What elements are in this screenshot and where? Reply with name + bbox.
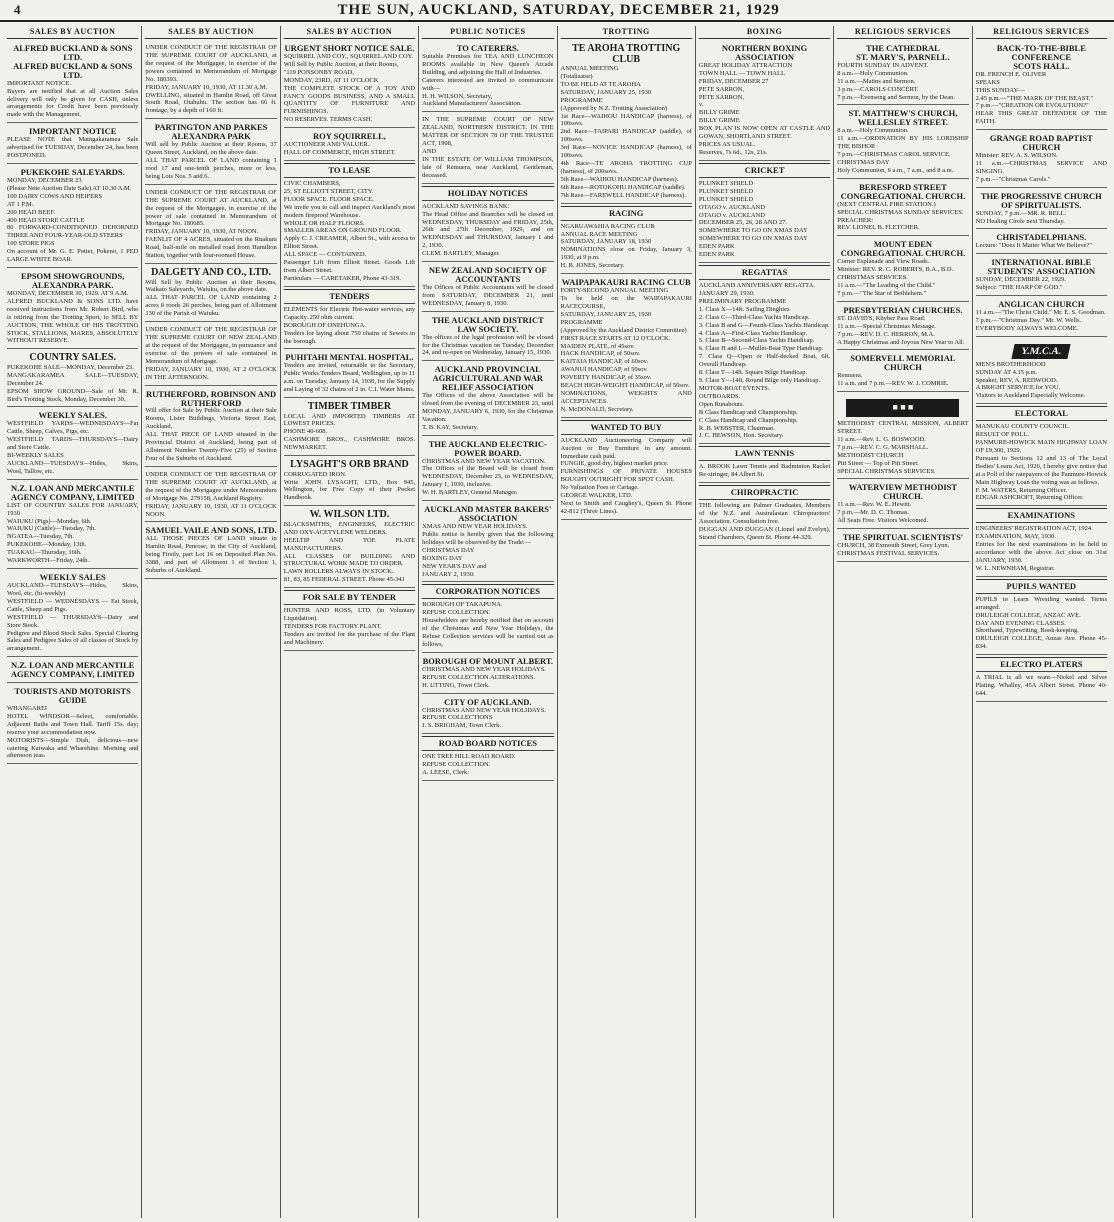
- ad-body-text: CHRISTMAS AND NEW YEAR VACATION. The Offices of the Board will be closed from WEDNESDAY, December 25, to WEDNESDAY, January 1, 1930, inclusive. W. H. BARTLEY, General Manager.: [422, 457, 554, 497]
- advertisement: [284, 590, 415, 651]
- ad-heading: THE AUCKLAND ELECTRIC-POWER BOARD.: [428, 438, 547, 458]
- section-rule: [976, 420, 1107, 421]
- advertisement: [699, 446, 830, 483]
- ad-body-text: ENGINEERS' REGISTRATION ACT, 1924. EXAMINATION, MAY, 1930. Entries for the next examinations to be held in accordance with the above Act close on 31st JANUARY, 1930. W. L. NEWNHAM, Registrar.: [975, 525, 1107, 572]
- ad-body-text: ANNUAL MEETING (Totalisator) TO BE HELD AT TE AROHA SATURDAY, JANUARY 25, 1930 PROGRAMME (Approved by N.Z. Trotting Association) 1st Race—WAIHOU HANDICAP (harness), of 100sovs. 2nd Race—TAIPARI HANDICAP (saddle), of 100sovs. 3rd Race—NOVICE HANDICAP (harness), of 100sovs. 4th Race—TE AROHA TROTTING CUP (harness), of 200sovs. 5th Race—WAIHOU HANDICAP (harness). 6th Race—ROTOKOHU HANDICAP (saddle). 7th Race—FAREWELL HANDICAP (harness).: [560, 65, 692, 199]
- ad-body-text: MONDAY, DECEMBER 23 (Please Note Auction Date Sale) AT 10.30 A.M. 100 DAIRY COWS AND HEIFERS AT 1 P.M. 200 HEAD BEEF. 400 HEAD STORE CATTLE 80 FORWARD-CONDITIONED DEHORNED THREE AND FOUR-YEAR-OLD STEERS 100 STORE PIGS On account of Mr. G. E. Potter, Pokeno, 1 PED LARGE WHITE BOAR.: [7, 176, 139, 264]
- section-rule: [422, 598, 553, 599]
- advertisement: [422, 503, 553, 582]
- ad-body-text: A TRIAL is all we want—Nickel and Silver Plating. Whalley, 45A Albert Street. Phone 40-644.: [975, 674, 1107, 697]
- column-heading: RELIGIOUS SERVICES: [976, 26, 1107, 39]
- ad-body-text: XMAS AND NEW YEAR HOLIDAYS. Public notice is hereby given that the following holidays will be observed by the Trade:— CHRISTMAS DAY BOXING DAY NEW YEAR'S DAY and JANUARY 2, 1930.: [422, 523, 554, 578]
- ad-heading: PUKEKOHE SALEYARDS.: [20, 166, 125, 177]
- section-rule: [976, 671, 1107, 672]
- ad-body-text: LIST OF COUNTRY SALES FOR JANUARY, 1930 WAIUKU (Pigs)—Monday, 6th. WAIUKU (Cattle)—Tuesday, 7th. NGATEA—Tuesday, 7th. PUKEKOHE—Monday, 13th. TUAKAU—Thursday, 16th. WARKWORTH—Friday, 24th.: [7, 501, 139, 565]
- ad-body-text: FORTY-SECOND ANNUAL MEETING To be held on the WAIPAPAKAURI RACECOURSE, SATURDAY, JANUARY 25, 1930 PROGRAMME (Approved by the Auckland District Committee) FIRST RACE STARTS AT 12 O'CLOCK. MAIDEN PLATE, of 45sov. HACK HANDICAP, of 50sov. KAITAIA HANDICAP, of 60sov. AWANUI HANDICAP, of 50sov. POVERTY HANDICAP, of 35sov. BEACH HIGH-WEIGHT HANDICAP, of 50sov. NOMINATIONS, WEIGHTS AND ACCEPTANCES. N. McDONALD, Secretary.: [560, 287, 692, 413]
- section-heading: RACING: [608, 207, 644, 218]
- ad-body-text: ELEMENTS for Electric Hot-water services, any Capacity. 250 ohm current. BOROUGH OF ONEHUNGA. Tenders for laying about 750 chains of Sewers in the borough.: [283, 305, 416, 345]
- advertisement: [422, 363, 553, 435]
- advertisement: [699, 42, 830, 161]
- ad-body-text: CORRUGATED IRON. Write JOHN LYSAGHT, LTD., Box 945, Wellington, for Free Copy of their Pocket Handbook.: [283, 470, 416, 502]
- ad-body-text: MEN'S BROTHERHOOD SUNDAY AT 4.15 p.m. Speaker, REV. A. REDWOOD. A BRIGHT SERVICE for YOU. Visitors to Auckland Especially Welcome.: [975, 360, 1086, 400]
- ad-body-text: UNDER CONDUCT OF THE REGISTRAR OF THE SUPREME COURT AT AUCKLAND, at the request of the Mortgagee, in exercise of the power of sale contained in Memorandum of Mortgage No. 180685. FRIDAY, JANUARY 10, 1930, AT NOON. FAENLIT OF 4 ACRES, situated on the Ruakura Road, half-mile on metalled road from Hamilton Station, together with four-roomed House.: [145, 188, 277, 260]
- section-rule: [422, 200, 553, 201]
- advertisement: [422, 438, 553, 501]
- ad-heading: BERESFORD STREET CONGREGATIONAL CHURCH.: [840, 181, 966, 201]
- ad-body-text: SQUIRREL AND COY., SQUIRREL AND COY. Will Sell by Public Auction, at their Rooms, "119 PONSONBY ROAD, MONDAY, 23RD, AT 11 O'CLOCK THE COMPLETE STOCK OF A TOY AND FANCY GOODS BUSINESS, AND A SMALL QUANTITY OF FURNITURE AND FURNISHINGS. NO RESERVES. TERMS CASH.: [283, 52, 416, 124]
- column-heading: SALES BY AUCTION: [145, 26, 276, 39]
- section-heading: CRICKET: [744, 164, 785, 175]
- ad-heading: IMPORTANT NOTICE: [28, 126, 117, 137]
- section-rule: [699, 279, 830, 280]
- ad-heading: SOMERVELL MEMORIAL CHURCH: [850, 353, 956, 373]
- ad-heading: PRESBYTERIAN CHURCHES.: [843, 304, 963, 315]
- section-heading: CORPORATION NOTICES: [435, 586, 541, 597]
- section-heading: ELECTRO PLATERS: [1000, 659, 1083, 670]
- ad-heading: THE CATHEDRAL: [866, 43, 940, 53]
- ad-heading: NORTHERN BOXING ASSOCIATION: [721, 43, 808, 62]
- ad-body-text: Suitable Premises for TEA AND LUNCHEON ROOMS available in New Queen's Arcade Building, and adjoining the Hall of Industries. Caterers interested are invited to communicate with— H. H. WILSON, Secretary, Auckland Manufacturers' Association.: [422, 52, 554, 108]
- ad-body-text: The offices of the legal profession will be closed for the Christmas vacation on Tuesday, December 24, and re-open on Wednesday, January 15, 1930.: [422, 333, 554, 357]
- column-heading: TROTTING: [561, 26, 692, 39]
- advertisement: [145, 42, 276, 119]
- column-8: [973, 26, 1110, 1218]
- ad-heading: THE PROGRESSIVE CHURCH OF SPIRITUALISTS.: [980, 190, 1102, 210]
- advertisement: [699, 163, 830, 263]
- advertisement: [145, 324, 276, 385]
- advertisement: [422, 584, 553, 652]
- ad-heading: WAIPAPAKAURI RACING CLUB: [561, 277, 691, 288]
- ad-heading: DALGETY AND CO., LTD.: [151, 267, 271, 279]
- ad-heading: BACK-TO-THE-BIBLE CONFERENCE: [996, 43, 1086, 62]
- section-heading: LAWN TENNIS: [734, 448, 795, 459]
- ad-body-text: Remuera. 11 a.m. and 7 p.m.—REV. W. J. COMRIE.: [837, 372, 949, 388]
- ad-body-text: PUKEKOHE SALE—MONDAY, December 23. MANGAKARAMEA SALE—TUESDAY, December 24. EPSOM SHOW GROUND—Sale of Mr. R. Bird's Trotting Stock, Monday, December 30.: [7, 363, 139, 403]
- ad-heading: ALEXANDRA PARK.: [31, 279, 114, 290]
- ad-body-text: GREAT HOLIDAY ATTRACTION TOWN HALL — TOWN HALL FRIDAY, DECEMBER 27 PETE SARRON, PETE SARRON, v. BILLY GRIME BILLY GRIME BOX PLAN IS NOW OPEN AT CASTLE AND GOWAN, SHORTLAND STREET. PRICES AS USUAL. Reserves, 7s 6d., 12s, 21s.: [698, 61, 831, 156]
- advertisement: [145, 121, 276, 184]
- section-heading: HOLIDAY NOTICES: [447, 187, 528, 198]
- advertisement: [7, 685, 138, 764]
- advertisement: [976, 231, 1107, 254]
- section-rule: [976, 593, 1107, 594]
- advertisement: [837, 304, 968, 351]
- ad-body-text: HUNTER AND ROSS, LTD. (in Voluntary Liquidation). TENDERS FOR FACTORY PLANT. Tenders are invited for the purchase of the Plant and Machinery.: [283, 607, 416, 646]
- ad-body-text: A. BROOK Lawn Tennis and Badminton Racket Re-stringer, 84 Albert St.: [698, 463, 831, 479]
- ad-body-text: Corner Esplanade and View Roads. Minister: REV. R. C. ROBERTS, B.A., B.D. CHRISTMAS SERVICES. 11 a.m.—"The Leading of the Child." 7 p.m.—"The Star of Bethlehem.": [837, 258, 954, 297]
- ad-body-text: PLEASE NOTE that Matngakaramea Sale advertised for TUESDAY, December 24, has been POSTPONED.: [7, 136, 139, 160]
- ad-body-text: 11 a.m.—Rev. W. E. Hewitt. 7 p.m.—Mr. D. C. Thomas. All Seats Free. Visitors Welcomed.: [837, 501, 929, 525]
- advertisement: [976, 406, 1107, 506]
- column-heading: PUBLIC NOTICES: [422, 26, 553, 39]
- advertisement: [561, 420, 692, 520]
- section-heading: EXAMINATIONS: [1007, 510, 1075, 521]
- column-heading: SALES BY AUCTION: [7, 26, 138, 39]
- ad-body-text: BOROUGH OF TAKAPUNA. REFUSE COLLECTION. Householders are hereby notified that on account of the Christmas and New Year Holidays, the Refuse Collection services will be carried out as follows.: [422, 601, 554, 648]
- masthead-spacer: [1097, 2, 1100, 18]
- ad-heading: SCOTS HALL.: [1013, 60, 1070, 71]
- section-heading: PUPILS WANTED: [1006, 580, 1077, 591]
- section-heading: FOR SALE BY TENDER: [302, 592, 397, 603]
- advertisement: [422, 114, 553, 183]
- section-rule: [561, 220, 692, 221]
- advertisement: [837, 481, 968, 529]
- ad-heading: URGENT SHORT NOTICE SALE.: [284, 43, 415, 53]
- advertisement: [837, 394, 968, 479]
- ad-heading: TOURISTS AND MOTORISTS GUIDE: [14, 686, 131, 706]
- masthead: [0, 0, 1114, 22]
- advertisement: [561, 42, 692, 204]
- ad-heading: ANGLICAN CHURCH: [998, 298, 1085, 309]
- ad-body-text: ONE TREE HILL ROAD BOARD. REFUSE COLLECTION. A. LEESE, Clerk.: [422, 753, 516, 777]
- ad-body-text: UNDER CONDUCT OF THE REGISTRAR OF THE SUPREME COURT OF AUCKLAND, at the request of the Mortgagee, in exercise of the powers contained in Memorandum of Mortgage No. 180393. FRIDAY, JANUARY 10, 1930, AT 11.30 A.M. DWELLING, situated in Hamlin Road, off Great South Road, Otahuhu. The section has 66 ft. frontage, by a depth of 160 ft.: [145, 44, 277, 115]
- section-heading: TENDERS: [329, 290, 370, 301]
- ad-heading: N.Z. LOAN AND MERCANTILE AGENCY COMPANY, LIMITED: [10, 660, 135, 680]
- ad-body-text: Will sell by Public Auction at their Rooms, 37 Queen Street, Auckland, on the above date. ALL THAT PARCEL OF LAND containing 1 rood 17 and one-tenth perches, more or less, being Lots Nos. 5 and 6.: [145, 141, 277, 180]
- advertisement: [699, 265, 830, 444]
- ad-body-text: CHRISTMAS AND NEW YEAR HOLIDAYS. REFUSE COLLECTION ALTERATIONS. H. UTTING, Town Clerk.: [422, 665, 546, 689]
- newspaper-title: THE SUN, AUCKLAND, SATURDAY, DECEMBER 21, 1929: [337, 1, 780, 18]
- ad-body-text: FOURTH SUNDAY IN ADVENT. 8 a.m.—Holy Communion. 11 a.m.—Matins and Sermon. 3 p.m.—CAROLS CONCERT. 7 p.m.—Evensong and Sermon, by the Dean.: [837, 61, 955, 101]
- ad-body-text: Will offer for Sale by Public Auction at their Sale Rooms, Lister Buildings, Victoria Street East, Auckland. ALL THAT PIECE OF LAND situated in the Provincial District of Auckland, being part of Allotment Number Twenty-Five (25) of Section Four of the Suburbs of Auckland.: [145, 407, 277, 462]
- ad-heading: SAMUEL VAILE AND SONS, LTD.: [145, 525, 277, 536]
- ad-body-text: Minister: REV. A. S. WILSON. 11 a.m.—CHRISTMAS SERVICE AND SINGING. 7 p.m.—"Christmas Carols.": [975, 152, 1107, 183]
- ad-heading: CHRISTADELPHIANS.: [996, 232, 1087, 243]
- ad-body-text: PUPILS to Learn Wrestling wanted. Terms arranged. DRULEIGH COLLEGE, ANZAC AVE. DAY AND EVENING CLASSES. Shorthand, Typewriting, Book-keeping. DRULEIGH COLLEGE, Anzac Ave. Phone 45-834.: [975, 595, 1107, 651]
- ad-body-text: WHANGAREI HOTEL WINDSOR—Select, comfortable. Adjacent Baths and Town Hall. Tariff 15s. day; reserve your accommodation now. MOTORISTS—Simple Dish, delicious—new catering Kaiwaka and Wharehine. Morning and afternoon teas.: [7, 704, 139, 760]
- section-heading: TO LEASE: [328, 164, 371, 175]
- ad-body-text: ST. DAVID'S, Khyber Pass Road. 11 a.m.—Special Christmas Message. 7 p.m.—REV. D. C. HERRON, M.A. A Happy Christmas and Joyous New Year to All.: [837, 314, 965, 346]
- column-2: [142, 26, 280, 1218]
- ad-heading: MOUNT EDEN CONGREGATIONAL CHURCH.: [840, 239, 966, 259]
- ad-heading: TE AROHA TROTTING CLUB: [572, 43, 681, 65]
- ad-body-text: WESTFIELD YARDS—WEDNESDAYS—Fat Cattle, Sheep, Calves, Pigs, etc. WESTFIELD TARDS—THURSDAYS—Dairy and Store Cattle. BI-WEEKLY SALES AUCKLAND—TUESDAYS—Hides, Skins, Wool, Tallow, etc.: [7, 420, 139, 475]
- ad-body-text: AUCKLAND SAVINGS BANK. The Head Office and Branches will be closed on WEDNESDAY, THURSDAY and FRIDAY, 25th, 26th and 27th December, 1929, and on WEDNESDAY and THURSDAY, January 1 and 2, 1930. CLEM. BARTLEY, Manager.: [422, 202, 554, 258]
- advertisement: [976, 579, 1107, 655]
- advertisement: [7, 351, 138, 407]
- methodist-mission-logo: ■ ■ ■: [846, 399, 959, 417]
- ad-body-text: ALL THOSE PIECES OF LAND situate in Hamlin Road, Penrose, in the City of Auckland, being Firstly, part Lot 16 on Deposited Plan No. 3388, and part of Allotment 1 of Section 1, Suburbs of Auckland.: [145, 535, 277, 575]
- advertisement: [284, 508, 415, 588]
- ad-heading: ST. MARY'S, PARNELL.: [856, 51, 950, 62]
- ad-heading: PARTINGTON AND PARKES: [154, 122, 268, 133]
- ad-body-text: BLACKSMITHS, ENGINEERS, ELECTRIC AND OXY-ACETYLENE WELDERS. HEELTIP AND TOE PLATE MANUFACTURERS. ALL CLASSES OF BUILDING AND STRUCTURAL WORK MADE TO ORDER. LAWN ROLLERS ALWAYS IN STOCK. 81, 83, 85 FEDERAL STREET. Phone 45-341: [283, 520, 416, 584]
- section-heading: WANTED TO BUY: [590, 421, 662, 432]
- section-rule: [284, 177, 415, 178]
- advertisement: [422, 655, 553, 694]
- section-heading: CHIROPRACTIC: [730, 487, 799, 498]
- ad-body-text: The Offices of Public Accountants will be closed from SATURDAY, DECEMBER 21, until WEDNESDAY, January 8, 1930.: [422, 283, 554, 307]
- ymca-logo: Y.M.C.A.: [1012, 344, 1071, 359]
- column-5: [558, 26, 696, 1218]
- ad-body-text: IMPORTANT NOTICE. Buyers are notified that at all Auction Sales delivery will only be given for CASH, unless arrangements for Credit have been previously made with the Management.: [7, 79, 139, 119]
- column-heading: RELIGIOUS SERVICES: [837, 26, 968, 39]
- ad-body-text: SUNDAY, DECEMBER 22, 1929. Subject: "THE HARP OF GOD.": [975, 276, 1066, 292]
- ad-body-text: LOCAL AND IMPORTED TIMBERS AT LOWEST PRICES. PHONE 40-608. CASHMORE BROS., CASHMORE BROS. NEWMARKET.: [283, 412, 416, 452]
- ad-body-text: CIVIC CHAMBERS, 25, ST ELLIOTT STREET, CITY. FLOOR SPACE. FLOOR SPACE. We invite you to call and inspect Auckland's most modern fireproof Warehouse. WHOLE OR HALF FLOORS. SMALLER AREAS ON GROUND FLOOR. Apply C. J. CREAMER, Albert St., with access to Elliott Street. ALL SPACE — CONTAINED. Passenger Lift from Elliott Street. Goods Lift from Albert Street. Particulars — CARETAKER, Phone 43-319.: [283, 179, 416, 282]
- ad-body-text: DR. FRENCH E. OLIVER SPEAKS THIS SUNDAY— 2.45 p.m.—"THE MARK OF THE BEAST." 7 p.m.—"CREATION OR EVOLUTION?" HEAR THIS GREAT DEFENDER OF THE FAITH.: [975, 70, 1107, 126]
- advertisement: [7, 42, 138, 123]
- ad-heading: COUNTRY SALES.: [29, 352, 116, 364]
- ad-body-text: PLUNKET SHIELD PLUNKET SHIELD PLUNKET SHIELD OTAGO v. AUCKLAND OTAGO v. AUCKLAND DECEMBER 25, 26, 28 AND 27. SOMEWHERE TO GO ON XMAS DAY SOMEWHERE TO GO ON XMAS DAY EDEN PARK EDEN PARK: [698, 179, 808, 259]
- advertisement: [976, 190, 1107, 230]
- advertisement: [976, 339, 1107, 405]
- ad-heading: W. WILSON LTD.: [309, 509, 390, 521]
- ad-heading: THE AUCKLAND DISTRICT LAW SOCIETY.: [431, 314, 544, 334]
- ad-heading: AUCKLAND PROVINCIAL AGRICULTURAL AND WAR RELIEF ASSOCIATION: [432, 364, 544, 393]
- ad-heading: WEEKLY SALES.: [38, 410, 107, 421]
- advertisement: [422, 42, 553, 112]
- ad-heading: AUCKLAND MASTER BAKERS' ASSOCIATION: [424, 504, 552, 524]
- advertisement: [284, 400, 415, 456]
- ad-body-text: Lecture: "Does It Matter What We Believe?": [975, 242, 1093, 250]
- ad-heading: ROY SQUIRRELL,: [312, 131, 386, 142]
- section-heading: ELECTORAL: [1014, 408, 1068, 419]
- ad-heading: LYSAGHT'S ORB BRAND: [290, 459, 409, 471]
- advertisement: [976, 298, 1107, 337]
- ad-heading: ALEXANDRA PARK: [171, 131, 251, 142]
- advertisement: [976, 256, 1107, 296]
- advertisement: [976, 508, 1107, 576]
- advertisement: [7, 482, 138, 569]
- ad-body-text: CHRISTMAS AND NEW YEAR HOLIDAYS. REFUSE COLLECTIONS J. S. BRIGHAM, Town Clerk.: [422, 706, 546, 730]
- column-4: [419, 26, 557, 1218]
- section-rule: [284, 303, 415, 304]
- advertisement: [976, 132, 1107, 188]
- advertisement: [145, 469, 276, 523]
- advertisement: [837, 238, 968, 301]
- advertisement: [284, 289, 415, 350]
- advertisement: [422, 186, 553, 262]
- advertisement: [976, 657, 1107, 702]
- advertisement: [145, 187, 276, 264]
- advertisement: [422, 736, 553, 781]
- column-3: [281, 26, 419, 1218]
- ad-body-text: NGARUAWAHIA RACING CLUB ANNUAL RACE MEETING SATURDAY, JANUARY 18, 1930 NOMINATIONS close on Friday, January 3, 1930, at 9 p.m. H. B. JONES, Secretary.: [560, 222, 692, 270]
- ad-body-text: THE following are Palmer Graduates, Members of the N.Z. and Australasian Chiropractors' Association. Consultation free. DUGGAN AND DUGGAN (Lionel and Evelyn), Strand Chambers, Queen St. Phone 44-329.: [698, 502, 831, 541]
- section-rule: [699, 460, 830, 461]
- section-rule: [422, 750, 553, 751]
- advertisement: [7, 571, 138, 657]
- advertisement: [145, 388, 276, 467]
- ymca-logo-wrap: [976, 341, 1107, 361]
- page-number: 4: [14, 2, 21, 17]
- ad-body-text: UNDER CONDUCT OF THE REGISTRAR OF THE SUPREME COURT AT AUCKLAND, at the request of the Mortgagee under Memorandum of Mortgage No. 279158, Auckland Registry. FRIDAY, JANUARY 10, 1930, AT 11 O'CLOCK NOON.: [145, 470, 277, 518]
- ad-heading: PUHITAHI MENTAL HOSPITAL.: [285, 352, 414, 363]
- ad-heading: ALFRED BUCKLAND & SONS LTD.: [13, 60, 133, 80]
- advertisement: [145, 524, 276, 579]
- ad-body-text: Will Sell by Public Auction at their Rooms, Waikato Saleyards, Waiuku, on the above date. ALL THAT PARCEL OF LAND containing 2 acres 0 roods 26 perches, being part of Allotment 130 of the Parish of Waiuku.: [145, 278, 277, 318]
- advertisement: [837, 352, 968, 392]
- ad-body-text: AUCTIONEER AND VALUER. HALL OF COMMERCE, HIGH STREET.: [283, 141, 396, 157]
- ad-body-text: MONDAY, DECEMBER 30, 1929. AT 9 A.M. ALFRED BUCKLAND & SONS LTD. have received instructions from Mr. Robert Bird, who is retiring from the Trotting Sport, to SELL BY AUCTION, THE WHOLE OF HIS TROTTING STOCK, STALLIONS, MARES, ABSOLUTELY WITHOUT RESERVE.: [7, 289, 139, 345]
- column-7: [834, 26, 972, 1218]
- advertisement: [284, 130, 415, 161]
- ad-body-text: 8 a.m.—Holy Communion. 11 a.m.—ORDINATION BY HIS LORDSHIP THE BISHOP. 7 p.m.—CHRISTMAS CAROL SERVICE. CHRISTMAS DAY Holy Communion, 6 a.m., 7 a.m., and 8 a.m.: [837, 127, 969, 174]
- ad-body-text: IN THE SUPREME COURT OF NEW ZEALAND, NORTHERN DISTRICT. IN THE MATTER OF SECTION 78 OF THE TRUSTEE ACT, 1908, AND IN THE ESTATE OF WILLIAM THOMPSON, late of Remuera, near Auckland, Gentleman, deceased.: [422, 116, 554, 179]
- advertisement: [7, 166, 138, 268]
- advertisement: [837, 531, 968, 562]
- ad-heading: TO CATERERS.: [456, 43, 519, 53]
- ad-body-text: METHODIST CENTRAL MISSION, ALBERT STREET. 11 a.m.—Rev. L. G. BOSWOOD. 7 p.m.—REV. C. G. MARSHALL. METHODIST CHURCH Pitt Street — Top of Pitt Street. SPECIAL CHRISTMAS SERVICES.: [837, 420, 969, 475]
- section-rule: [561, 434, 692, 435]
- ad-body-text: 11 a.m.—"The Christ Child." Mr. E. S. Goodman. 7 p.m.—"Christmas Day." Mr. W. Wells. EVERYBODY ALWAYS WELCOME.: [975, 308, 1106, 332]
- ad-heading: INTERNATIONAL BIBLE STUDENTS' ASSOCIATION: [987, 257, 1096, 277]
- ad-heading: TIMBER TIMBER: [307, 401, 392, 413]
- advertisement: [145, 266, 276, 322]
- advertisement: [837, 42, 968, 105]
- ad-body-text: The Offices of the above Association will be closed from the evening of DECEMBER 23, until MONDAY, JANUARY 6, 1930, for the Christmas Vacation. T. B. KAY, Secretary.: [422, 392, 554, 431]
- advertisement: [422, 696, 553, 735]
- advertisement: [422, 314, 553, 362]
- ad-heading: N.Z. LOAN AND MERCANTILE AGENCY COMPANY, LIMITED: [10, 482, 135, 502]
- ad-heading: GRANGE ROAD BAPTIST CHURCH: [989, 133, 1093, 153]
- section-rule: [976, 522, 1107, 523]
- advertisement: [7, 659, 138, 683]
- section-rule: [284, 604, 415, 605]
- section-rule: [699, 499, 830, 500]
- ad-body-text: (NEXT CENTRAL FIRE STATION.) SPECIAL CHRISTMAS SUNDAY SERVICES. PREACHER: REV. LIONEL B. FLETCHER.: [837, 200, 964, 232]
- ad-body-text: AUCKLAND Auctioneering Company will Auction or Buy Furniture to any amount. Immediate cash paid. FUNGIE, good dry, highest market price. FURNISHINGS OF PRIVATE HOUSES BOUGHT OUTRIGHT FOR SPOT CASH. No Valuation Fees or Cartage. GEORGE WALKER, LTD. Next to Smith and Caughey's, Queen St. Phone 42-812 (Three Lines).: [560, 436, 692, 516]
- advertisement: [284, 458, 415, 506]
- page-columns: [4, 26, 1110, 1218]
- ad-heading: WATERVIEW METHODIST CHURCH.: [848, 482, 958, 502]
- advertisement: [7, 270, 138, 349]
- advertisement: [7, 125, 138, 164]
- column-6: [696, 26, 834, 1218]
- ad-body-text: MANUKAU COUNTY COUNCIL RESULT OF POLL. PANMURE-HOWICK MAIN HIGHWAY LOAN OF £9,300, 1929. Pursuant to Sections 12 and 13 of The Local Bodies' Loans Act, 1926, I hereby give notice that at a Poll of the ratepayers of the Panmure-Howick Main Highway Loan the voting was as follows. F. M. WATERS, Returning Officer. EDGAR ASHCROFT, Returning Officer.: [975, 423, 1107, 502]
- ad-heading: THE SPIRITUAL SCIENTISTS': [842, 532, 964, 543]
- advertisement: [284, 351, 415, 398]
- ad-body-text: AUCKLAND ANNIVERSARY REGATTA. JANUARY 29, 1930. PRELIMINARY PROGRAMME 1. Class X—14ft. Sailing Dinghies 2. Class C—Third-Class Yachts Handicap. 3. Class B and G—Fourth-Class Yachts Handicap. 4. Class A—First-Class Yachts Handicap. 5. Class B—Second-Class Yachts Handicap. 6. Class H and L—Mullet-Boat Type Handicap. 7. Class Q—Open or Half-decked Boat, 6ft. Overall Handicap. 8. Class T—14ft. Square Bilge Handicap. 9. Class Y—14ft. Round Bilge only Handicap. MOTOR-BOAT EVENTS. OUTBOARDS. Open Runabouts. B Class Handicap and Championship. C Class Handicap and Championship. R. B. WEBSTER, Chairman. J. C. HEWSON, Hon. Secretary.: [698, 281, 831, 440]
- advertisement: [837, 107, 968, 178]
- ad-heading: NEW ZEALAND SOCIETY OF ACCOUNTANTS: [428, 265, 547, 285]
- advertisement: [837, 181, 968, 237]
- advertisement: [699, 485, 830, 546]
- ad-heading: ST. MATTHEW'S CHURCH, WELLESLEY STREET.: [848, 108, 958, 128]
- advertisement: [561, 276, 692, 418]
- ad-heading: BOROUGH OF MOUNT ALBERT.: [422, 655, 553, 666]
- ad-body-text: Tenders are invited, returnable to the Secretary, Public Works Tenders Board, Wellington, up to 11 a.m. on Tuesday, January 14, 1930, for the Supply and Laying of 32 chains of 2 in. C.I. Water Mains.: [283, 362, 416, 394]
- column-1: [4, 26, 142, 1218]
- ad-heading: ALFRED BUCKLAND & SONS LTD.: [13, 43, 133, 62]
- advertisement: [284, 42, 415, 128]
- ad-heading: RUTHERFORD, ROBINSON AND RUTHERFORD: [146, 388, 277, 408]
- ad-body-text: AUCKLAND—TUESDAYS—Hides, Skins, Wool, etc. (bi-weekly) WESTFIELD — WEDNESDAYS — Fat Stock, Cattle, Sheep and Pigs. WESTFIELD — THURSDAYS—Dairy and Store Stock. Pedigree and Blood Stock Sales. Special Clearing Sales and Pedigree Sales of all classes of Stock by arrangement.: [7, 581, 139, 653]
- ad-body-text: SUNDAY, 7 p.m.—MR. R. BELL. NO Healing Circle next Thursday.: [975, 209, 1067, 225]
- ad-heading: CITY OF AUCKLAND.: [444, 696, 532, 707]
- advertisement: [284, 163, 415, 287]
- advertisement: [422, 264, 553, 312]
- section-rule: [699, 177, 830, 178]
- column-heading: SALES BY AUCTION: [284, 26, 415, 39]
- section-heading: ROAD BOARD NOTICES: [438, 738, 537, 749]
- ad-heading: WEEKLY SALES: [39, 572, 106, 583]
- advertisement: [561, 206, 692, 274]
- column-heading: BOXING: [699, 26, 830, 39]
- ad-heading: EPSOM SHOWGROUNDS,: [20, 271, 125, 282]
- section-heading: REGATTAS: [741, 267, 788, 278]
- ad-body-text: CHURCH, 38 Exmouth Street, Grey Lynn. CHRISTMAS FESTIVAL SERVICES.: [837, 541, 950, 557]
- advertisement: [976, 42, 1107, 130]
- advertisement: [7, 409, 138, 479]
- ad-body-text: UNDER CONDUCT OF THE REGISTRAR OF THE SUPREME COURT OF NEW ZEALAND at the request of the Mortgagee, in pursuance and exercise of the powers of sale contained in Memorandum of Mortgage. FRIDAY, JANUARY 10, 1930, AT 2 O'CLOCK IN THE AFTERNOON.: [145, 326, 277, 381]
